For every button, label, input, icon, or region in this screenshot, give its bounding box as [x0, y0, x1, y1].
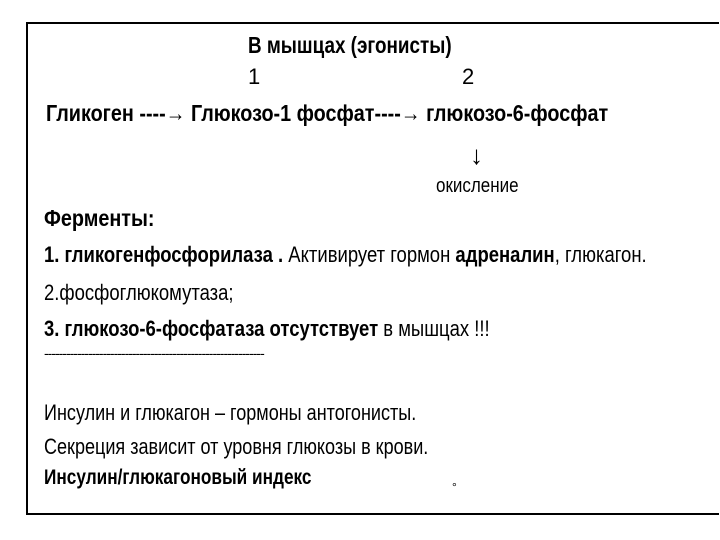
oxidation-label: окисление	[436, 175, 519, 197]
enzyme-1-name: 1. гликогенфосфорилаза .	[44, 242, 284, 267]
enzyme-1-end: , глюкагон.	[554, 242, 647, 267]
slide-title: В мышцах (эгонисты)	[248, 32, 452, 58]
enzyme-1-desc: Активирует гормон	[283, 242, 456, 267]
enzyme-1	[44, 242, 647, 268]
enzyme-2: 2.фосфоглюкомутаза;	[44, 280, 234, 305]
enzyme-3-end: в мышцах !!!	[378, 316, 490, 341]
enzyme-3	[44, 316, 490, 342]
small-dot: °	[452, 480, 457, 494]
index-line: Инсулин/глюкагоновый индекс	[44, 466, 312, 489]
step-number-1: 1	[248, 64, 261, 89]
separator-line: ------------------------------------------------------------	[44, 345, 264, 361]
reaction-chain: Гликоген ----→ Глюкозо-1 фосфат----→ глюкозо-6-фосфат	[46, 100, 609, 126]
secretion-line: Секреция зависит от уровня глюкозы в крови.	[44, 434, 429, 459]
down-arrow-icon: ↓	[470, 140, 483, 170]
insulin-glucagon-line: Инсулин и глюкагон – гормоны антогонисты.	[44, 400, 417, 425]
enzymes-heading: Ферменты:	[44, 205, 155, 231]
step-number-2: 2	[462, 64, 475, 89]
enzyme-1-hormone: адреналин	[455, 242, 555, 267]
enzyme-3-name: 3. глюкозо-6-фосфатаза отсутствует	[44, 316, 379, 341]
